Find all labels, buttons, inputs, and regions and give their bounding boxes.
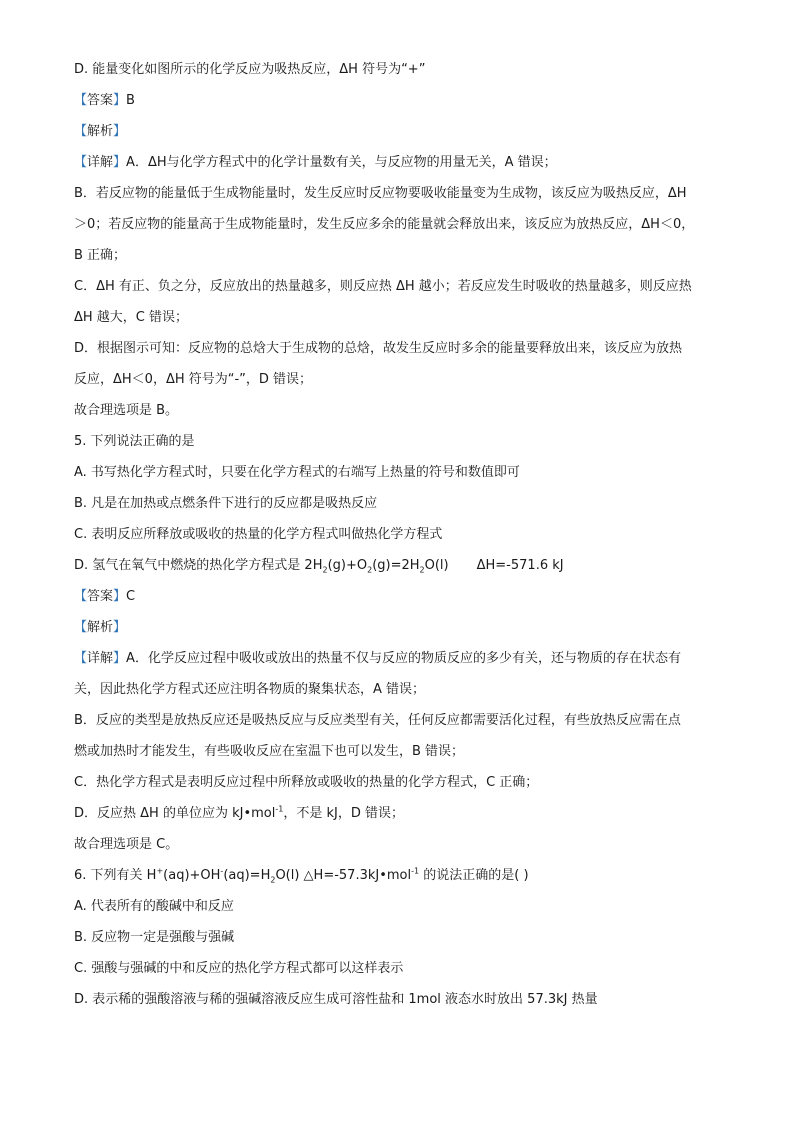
q4-option-d: D. 能量变化如图所示的化学反应为吸热反应，ΔH 符号为“+” [74,62,426,77]
q5-analysis-line: 关，因此热化学方程式还应注明各物质的聚集状态，A 错误； [74,682,426,697]
q4-analysis-line: 反应，ΔH＜0，ΔH 符号为“-”，D 错误； [74,372,313,387]
analysis-tag: 解析 [87,620,114,635]
q5-answer: 【答案】C [74,589,136,604]
q4-analysis-line: B．若反应物的能量低于生成物能量时，发生反应时反应物要吸收能量变为生成物，该反应为吸热反应，ΔH [74,186,687,201]
q4-analysis-line: ＞0；若反应物的能量高于生成物能量时，发生反应多余的能量就会释放出来，该反应为放热反应，ΔH＜0， [74,217,695,232]
q5-option-a: A. 书写热化学方程式时，只要在化学方程式的右端写上热量的符号和数值即可 [74,465,520,480]
q6-option-a: A. 代表所有的酸碱中和反应 [74,899,234,914]
q5-option-d: D. 氢气在氧气中燃烧的热化学方程式是 $2H_2(g)+O_2(g)=2H_2O(l)$ ΔH=-571.6 kJ [74,558,564,575]
q6-option-c: C. 强酸与强碱的中和反应的热化学方程式都可以这样表示 [74,961,404,976]
q4-analysis-line: B 正确； [74,248,127,263]
answer-tag: 答案 [87,93,114,108]
q6-option-b: B. 反应物一定是强酸与强碱 [74,930,235,945]
detail-tag: 详解 [87,651,114,666]
q5-analysis-heading: 【解析】 [74,620,127,635]
q5-analysis-line: 【详解】A．化学反应过程中吸收或放出的热量不仅与反应的物质反应的多少有关，还与物质的存在状态有 [74,651,681,666]
q4-answer: 【答案】B [74,93,135,108]
document-page [74,60,734,1010]
q4-analysis-line: C．ΔH 有正、负之分，反应放出的热量越多，则反应热 ΔH 越小；若反应发生时吸收的热量越多，则反应热 [74,279,692,294]
q5-analysis-line: C．热化学方程式是表明反应过程中所释放或吸收的热量的化学方程式，C 正确； [74,775,539,790]
q5-analysis-line: D．反应热 ΔH 的单位应为 kJ•mol$^{-1}$，不是 kJ，D 错误； [74,804,404,821]
q4-analysis-heading: 【解析】 [74,124,127,139]
q6-stem: 6. 下列有关 $H^+(aq)+OH^-(aq)=H_2O(l)$ △H=-57.3kJ•mol$^{-1}$ 的说法正确的是( ) [74,866,529,885]
analysis-tag: 解析 [87,124,114,139]
answer-tag: 答案 [87,589,114,604]
thermochemical-equation: $2H_2(g)+O_2(g)=2H_2O(l)$ [304,558,449,575]
answer-value: C [126,589,136,604]
q5-option-b: B. 凡是在加热或点燃条件下进行的反应都是吸热反应 [74,496,378,511]
detail-tag: 详解 [87,155,114,170]
q5-option-c: C. 表明反应所释放或吸收的热量的化学方程式叫做热化学方程式 [74,527,443,542]
q5-stem: 5. 下列说法正确的是 [74,434,195,449]
q6-option-d: D. 表示稀的强酸溶液与稀的强碱溶液反应生成可溶性盐和 1mol 液态水时放出 57.3kJ 热量 [74,992,598,1007]
q4-analysis-line: 【详解】A．ΔH与化学方程式中的化学计量数有关，与反应物的用量无关，A 错误； [74,155,557,170]
q4-conclusion: 故合理选项是 B。 [74,403,179,418]
q4-analysis-line: ΔH 越大，C 错误； [74,310,189,325]
enthalpy-value: ΔH=-571.6 kJ [476,558,564,573]
answer-value: B [126,93,135,108]
q5-conclusion: 故合理选项是 C。 [74,837,179,852]
q5-analysis-line: B．反应的类型是放热反应还是吸热反应与反应类型有关，任何反应都需要活化过程，有些放热反应需在点 [74,713,681,728]
q5-analysis-line: 燃或加热时才能发生，有些吸收反应在室温下也可以发生，B 错误； [74,744,465,759]
q4-analysis-line: D．根据图示可知：反应物的总焓大于生成物的总焓，故发生反应时多余的能量要释放出来，该反应为放热 [74,341,683,356]
